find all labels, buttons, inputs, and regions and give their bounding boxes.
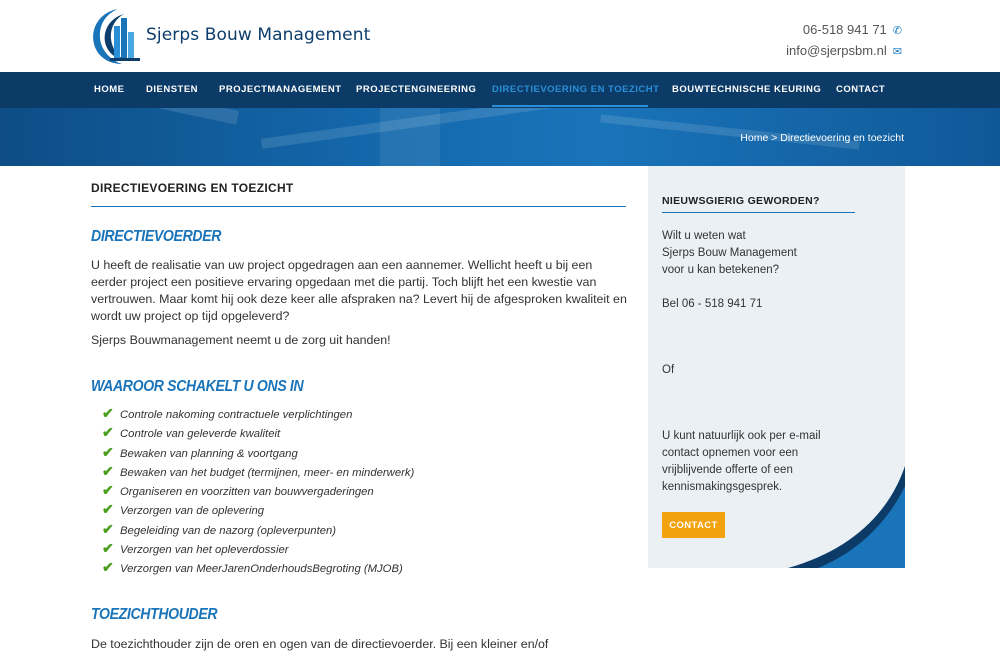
checkmark-icon: ✔ <box>102 540 114 557</box>
list-item-text: Verzorgen van de oplevering <box>120 505 265 518</box>
nav-item-directievoering[interactable]: DIRECTIEVOERING EN TOEZICHT <box>492 84 660 95</box>
list-item-text: Bewaken van het budget (termijnen, meer- en minderwerk) <box>120 466 415 479</box>
checkmark-icon: ✔ <box>102 482 114 499</box>
sidebar-intro-line: Wilt u weten wat <box>662 230 746 242</box>
nav-item-diensten[interactable]: DIENSTEN <box>146 84 199 95</box>
list-item <box>102 482 414 501</box>
header-email-text: info@sjerpsbm.nl <box>786 43 887 58</box>
paragraph-intro: U heeft de realisatie van uw project opgedragen aan een aannemer. Wellicht heeft u bij een eerder project een positieve ervaring opgedaan met die partij. Toch blijft het een kwestie van vertrouwen. Maar komt hij ook deze keer alle afspraken na? Levert hij de afgesproken kwaliteit en wordt uw project op tijd opgeleverd? <box>91 258 627 323</box>
contact-button[interactable]: CONTACT <box>662 512 725 538</box>
list-item-text: Verzorgen van het opleverdossier <box>120 544 289 557</box>
services-checklist <box>102 405 414 579</box>
site-header <box>0 0 1000 72</box>
list-item <box>102 463 414 482</box>
list-item <box>102 559 414 578</box>
checkmark-icon: ✔ <box>102 424 114 441</box>
nav-item-projectengineering[interactable]: PROJECTENGINEERING <box>356 84 477 95</box>
nav-active-underline <box>492 105 648 107</box>
nav-item-bouwtechnische-keuring[interactable]: BOUWTECHNISCHE KEURING <box>672 84 822 95</box>
checkmark-icon: ✔ <box>102 462 114 479</box>
banner-decor <box>21 108 239 125</box>
heading-toezichthouder: TOEZICHTHOUDER <box>91 606 218 623</box>
checkmark-icon: ✔ <box>102 443 114 460</box>
banner-decor <box>380 108 440 166</box>
heading-waarvoor: WAAROOR SCHAKELT U ONS IN <box>91 378 304 395</box>
checkmark-icon: ✔ <box>102 559 114 576</box>
header-phone[interactable] <box>803 22 902 37</box>
list-item <box>102 501 414 520</box>
sidebar-intro-line: voor u kan betekenen? <box>662 264 780 276</box>
checkmark-icon: ✔ <box>102 501 114 518</box>
logo[interactable] <box>88 6 371 66</box>
title-divider <box>91 206 626 207</box>
list-item-text: Controle van geleverde kwaliteit <box>120 428 281 441</box>
sidebar-divider <box>662 212 855 213</box>
list-item <box>102 521 414 540</box>
list-item <box>102 405 414 424</box>
nav-item-contact[interactable]: CONTACT <box>836 84 886 95</box>
paragraph-tagline: Sjerps Bouwmanagement neemt u de zorg uit handen! <box>91 333 391 347</box>
header-phone-text: 06-518 941 71 <box>802 22 887 37</box>
breadcrumb[interactable]: Home > Directievoering en toezicht <box>740 132 904 144</box>
main-nav <box>0 72 1000 108</box>
list-item-text: Bewaken van planning & voortgang <box>120 447 298 460</box>
paragraph-toezichthouder: De toezichthouder zijn de oren en ogen van de directievoerder. Bij een kleiner en/of <box>91 637 549 651</box>
sidebar-intro-line: Sjerps Bouw Management <box>662 247 797 259</box>
checkmark-icon: ✔ <box>102 520 114 537</box>
envelope-icon: ✉ <box>892 46 902 58</box>
nav-item-projectmanagement[interactable]: PROJECTMANAGEMENT <box>219 84 342 95</box>
sidebar-title: NIEUWSGIERIG GEWORDEN? <box>662 195 820 207</box>
page-title: DIRECTIEVOERING EN TOEZICHT <box>91 181 294 195</box>
list-item-text: Verzorgen van MeerJarenOnderhoudsBegroting (MJOB) <box>120 563 403 576</box>
list-item <box>102 540 414 559</box>
sidebar-or: Of <box>662 364 675 376</box>
list-item <box>102 444 414 463</box>
list-item-text: Organiseren en voorzitten van bouwvergaderingen <box>120 486 374 499</box>
phone-icon: ✆ <box>892 25 902 37</box>
sidebar-email-text: U kunt natuurlijk ook per e-mail contact opnemen voor een vrijblijvende offerte of een kennismakingsgesprek. <box>662 430 821 493</box>
nav-item-home[interactable]: HOME <box>94 84 125 95</box>
logo-icon <box>88 6 144 66</box>
sidebar-phone[interactable]: Bel 06 - 518 941 71 <box>662 298 763 310</box>
logo-text: Sjerps Bouw Management <box>146 25 371 45</box>
checkmark-icon: ✔ <box>102 405 114 421</box>
list-item-text: Controle nakoming contractuele verplichtingen <box>120 409 353 421</box>
page-banner <box>0 108 1000 166</box>
header-email[interactable] <box>786 43 902 58</box>
list-item <box>102 424 414 443</box>
sidebar-cta <box>648 166 905 568</box>
heading-directievoerder: DIRECTIEVOERDER <box>91 228 222 245</box>
list-item-text: Begeleiding van de nazorg (opleverpunten) <box>120 524 337 537</box>
